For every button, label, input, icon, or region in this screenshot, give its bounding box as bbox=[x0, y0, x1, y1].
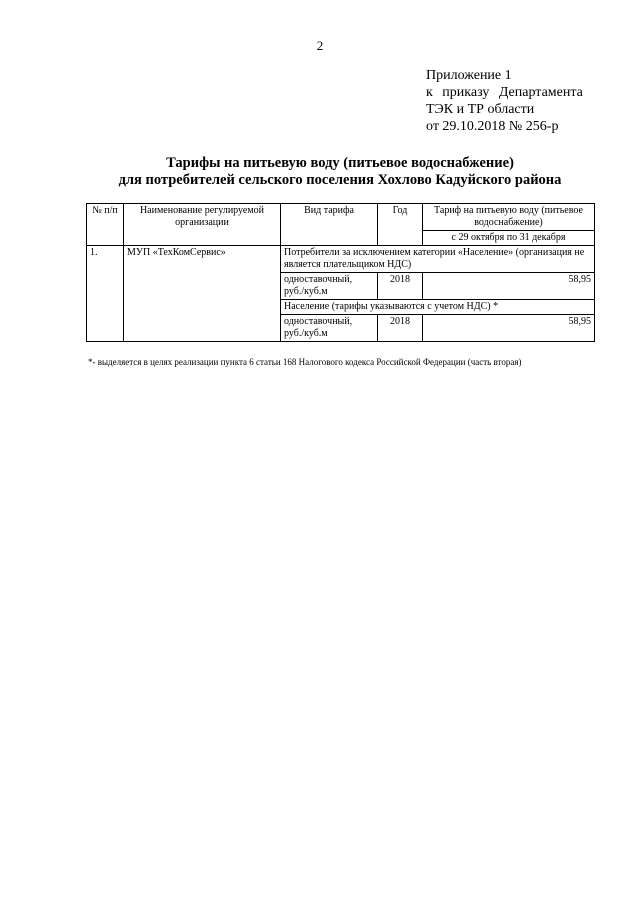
row-org: МУП «ТехКомСервис» bbox=[124, 246, 281, 342]
appendix-line-2: к приказу Департамента bbox=[426, 85, 583, 100]
appendix-line-4: от 29.10.2018 № 256-р bbox=[426, 119, 559, 134]
appendix-block bbox=[426, 67, 626, 135]
row-group1-value: 58,95 bbox=[423, 273, 595, 300]
appendix-line-1: Приложение 1 bbox=[426, 68, 512, 83]
tariff-table bbox=[86, 203, 595, 342]
row-group2-kind: одноставочный, руб./куб.м bbox=[281, 315, 378, 342]
row-group1-kind: одноставочный, руб./куб.м bbox=[281, 273, 378, 300]
row-group2-label: Население (тарифы указываются с учетом НДС) * bbox=[281, 300, 595, 315]
document-title bbox=[60, 155, 620, 189]
footnote: *- выделяется в целях реализации пункта 6 статьи 168 Налогового кодекса Российской Федерации (часть вторая) bbox=[88, 357, 522, 367]
table-header-row bbox=[87, 204, 595, 231]
appendix-line-3: ТЭК и ТР области bbox=[426, 102, 535, 117]
table-row bbox=[87, 246, 595, 273]
title-line-1: Тарифы на питьевую воду (питьевое водоснабжение) bbox=[166, 155, 514, 171]
header-org: Наименование регулируемой организации bbox=[124, 204, 281, 246]
row-num: 1. bbox=[87, 246, 124, 342]
header-num: № п/п bbox=[87, 204, 124, 246]
page-number: 2 bbox=[316, 38, 324, 53]
header-year: Год bbox=[378, 204, 423, 246]
row-group2-year: 2018 bbox=[378, 315, 423, 342]
title-line-2: для потребителей сельского поселения Хохлово Кадуйского района bbox=[118, 172, 562, 188]
header-tariff: Тариф на питьевую воду (питьевое водоснабжение) bbox=[423, 204, 595, 231]
header-period: с 29 октября по 31 декабря bbox=[423, 231, 595, 246]
row-group1-year: 2018 bbox=[378, 273, 423, 300]
header-kind: Вид тарифа bbox=[281, 204, 378, 246]
row-group2-value: 58,95 bbox=[423, 315, 595, 342]
row-group1-label: Потребители за исключением категории «Население» (организация не является плательщиком НДС) bbox=[281, 246, 595, 273]
